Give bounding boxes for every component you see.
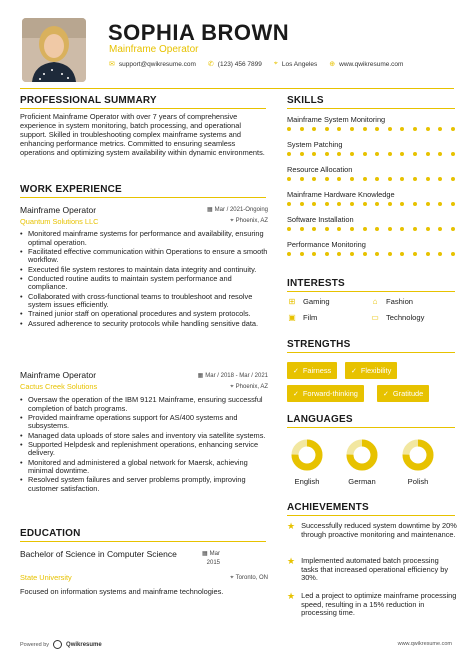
rating-dot (337, 127, 341, 131)
education-note: Focused on information systems and mainframe technologies. (20, 587, 224, 596)
rating-dot (325, 202, 329, 206)
thumbs-up-icon: ✓ (383, 391, 389, 398)
education-location-text: Toronto, ON (235, 575, 268, 581)
interest-technology (370, 313, 424, 322)
job-1-dates (186, 206, 268, 213)
email-contact[interactable] (109, 60, 196, 68)
strength-tag (377, 385, 429, 402)
rating-dot (451, 127, 455, 131)
skill-rating (287, 152, 455, 156)
rating-dot (312, 252, 316, 256)
skill-label: Resource Allocation (287, 165, 353, 174)
language-item (398, 438, 438, 486)
skill-item (287, 215, 455, 231)
skills-divider (287, 108, 455, 109)
list-item: • Executed file system restores to maintain data integrity and continuity. (20, 266, 268, 275)
rating-dot (426, 252, 430, 256)
laptop-icon: ▭ (371, 313, 379, 322)
education-month-text: Mar (209, 551, 220, 557)
interest-film (287, 313, 317, 322)
job-1-title: Mainframe Operator (20, 205, 97, 215)
rating-dot (400, 252, 404, 256)
rating-dot (413, 127, 417, 131)
language-level-ring (345, 438, 379, 472)
rating-dot (375, 152, 379, 156)
pin-icon: ⌖ (230, 218, 234, 224)
rating-dot (363, 177, 367, 181)
rating-dot (388, 152, 392, 156)
language-name: German (348, 477, 376, 486)
rating-dot (350, 227, 354, 231)
thumbs-up-icon: ✓ (293, 368, 299, 375)
phone-contact (208, 60, 262, 68)
rating-dot (413, 177, 417, 181)
rating-dot (287, 127, 291, 131)
languages-divider (287, 427, 455, 428)
rating-dot (400, 202, 404, 206)
list-item: • Resolved system failures and server problems promptly, improving customer satisfaction. (20, 476, 268, 493)
skill-label: Software Installation (287, 215, 354, 224)
rating-dot (325, 252, 329, 256)
rating-dot (350, 252, 354, 256)
job-1-location-text: Phoenix, AZ (235, 218, 268, 224)
footer-url[interactable]: www.qwikresume.com (397, 641, 452, 647)
rating-dot (438, 202, 442, 206)
rating-dot (451, 252, 455, 256)
website-contact[interactable] (329, 60, 403, 68)
job-1-bullets (20, 230, 268, 329)
envelope-icon: ✉ (109, 61, 115, 68)
calendar-icon: ▦ (206, 207, 213, 213)
rating-dot (413, 152, 417, 156)
film-icon: ▣ (288, 313, 296, 322)
achievements-divider (287, 515, 455, 516)
summary-divider (20, 108, 266, 109)
experience-heading: WORK EXPERIENCE (20, 184, 122, 195)
profile-photo (22, 18, 86, 82)
strengths-heading: STRENGTHS (287, 339, 351, 350)
rating-dot (400, 127, 404, 131)
hanger-icon: ⌂ (372, 297, 378, 306)
education-month (186, 550, 220, 557)
list-item: • Provided mainframe operations support for AS/400 systems and subsystems. (20, 414, 268, 431)
location-pin-icon: ⌖ (273, 60, 278, 67)
language-level-ring (401, 438, 435, 472)
rating-dot (350, 202, 354, 206)
rating-dot (287, 202, 291, 206)
rating-dot (375, 177, 379, 181)
thumbs-up-icon: ✓ (293, 391, 299, 398)
rating-dot (337, 177, 341, 181)
rating-dot (300, 252, 304, 256)
job-2-location (176, 384, 268, 391)
job-2-dates (176, 372, 268, 379)
rating-dot (337, 152, 341, 156)
education-year: 2015 (206, 560, 220, 566)
star-icon: ★ (287, 521, 296, 531)
language-name: Polish (407, 477, 429, 486)
skill-rating (287, 177, 455, 181)
rating-dot (337, 227, 341, 231)
strength-tag (287, 362, 337, 379)
list-item: • Oversaw the operation of the IBM 9121 Mainframe, ensuring successful completion of batch programs. (20, 396, 268, 413)
rating-dot (375, 127, 379, 131)
rating-dot (300, 177, 304, 181)
education-degree: Bachelor of Science in Computer Science (20, 549, 177, 559)
rating-dot (451, 152, 455, 156)
job-2-company: Cactus Creek Solutions (20, 382, 98, 391)
calendar-icon: ▦ (197, 373, 204, 379)
strength-label: Gratitude (392, 389, 424, 398)
rating-dot (350, 177, 354, 181)
rating-dot (300, 127, 304, 131)
skill-item (287, 190, 455, 206)
thumbs-up-icon: ✓ (351, 368, 357, 375)
achievement-text: Successfully reduced system downtime by 20% through proactive monitoring and maintenance. (301, 521, 457, 539)
website-text: www.qwikresume.com (339, 60, 404, 68)
list-item: • Managed data uploads of store sales and inventory via satellite systems. (20, 432, 268, 441)
rating-dot (400, 227, 404, 231)
rating-dot (287, 177, 291, 181)
rating-dot (287, 252, 291, 256)
star-icon: ★ (287, 591, 296, 601)
list-item: • Collaborated with cross-functional teams to troubleshoot and resolve system issues efficiently. (20, 293, 268, 310)
header-divider (20, 88, 454, 89)
skills-heading: SKILLS (287, 95, 324, 106)
phone-icon: ✆ (207, 61, 214, 68)
rating-dot (400, 177, 404, 181)
rating-dot (287, 152, 291, 156)
achievement-item (287, 522, 457, 539)
strengths-divider (287, 352, 455, 353)
achievement-item (287, 557, 457, 583)
rating-dot (337, 252, 341, 256)
rating-dot (300, 202, 304, 206)
skill-item (287, 240, 455, 256)
footer-powered-by (20, 640, 102, 649)
rating-dot (426, 227, 430, 231)
rating-dot (300, 152, 304, 156)
strength-label: Fairness (302, 366, 332, 375)
strength-tag (345, 362, 397, 379)
phone-text: (123) 456 7899 (217, 60, 262, 68)
candidate-title: Mainframe Operator (109, 44, 199, 55)
job-1-location (186, 218, 268, 225)
job-2-bullets (20, 396, 268, 494)
location-contact (274, 60, 317, 68)
education-heading: EDUCATION (20, 528, 81, 539)
interest-label: Gaming (303, 297, 330, 306)
rating-dot (350, 127, 354, 131)
rating-dot (363, 227, 367, 231)
list-item: • Supported Helpdesk and replenishment operations, enhancing service delivery. (20, 441, 268, 458)
interests-divider (287, 291, 455, 292)
rating-dot (388, 177, 392, 181)
location-text: Los Angeles (281, 60, 318, 68)
rating-dot (312, 152, 316, 156)
rating-dot (438, 252, 442, 256)
footer-brand[interactable]: Qwikresume (66, 641, 102, 648)
job-1-dates-text: Mar / 2021-Ongoing (214, 207, 268, 213)
skill-label: Performance Monitoring (287, 240, 366, 249)
rating-dot (388, 252, 392, 256)
rating-dot (426, 202, 430, 206)
languages-heading: LANGUAGES (287, 414, 353, 425)
education-school: State University (20, 573, 72, 582)
rating-dot (300, 227, 304, 231)
rating-dot (451, 202, 455, 206)
powered-by-text: Powered by (20, 641, 50, 648)
list-item: • Assured adherence to security protocols while handling sensitive data. (20, 320, 268, 329)
interest-label: Fashion (386, 297, 414, 306)
language-name: English (294, 477, 320, 486)
strength-label: Forward-thinking (302, 389, 358, 398)
rating-dot (388, 127, 392, 131)
rating-dot (312, 177, 316, 181)
interest-fashion (370, 297, 413, 306)
rating-dot (413, 252, 417, 256)
experience-divider (20, 197, 266, 198)
rating-dot (363, 202, 367, 206)
job-2-dates-text: Mar / 2018 - Mar / 2021 (205, 373, 268, 379)
rating-dot (325, 227, 329, 231)
rating-dot (438, 177, 442, 181)
interest-label: Technology (386, 313, 425, 322)
skill-rating (287, 127, 455, 131)
summary-text: Proficient Mainframe Operator with over 7 years of comprehensive experience in system monitoring, batch processing, and operational support. Skilled in troubleshooting complex mainframe systems and enhancing performance metrics. Committed to ensuring seamless operations and optimizing system availability within dynamic environments. (20, 112, 265, 157)
achievements-heading: ACHIEVEMENTS (287, 502, 369, 513)
rating-dot (400, 152, 404, 156)
rating-dot (325, 152, 329, 156)
strength-label: Flexibility (360, 366, 392, 375)
achievement-item (287, 592, 457, 618)
rating-dot (350, 152, 354, 156)
achievement-text: Implemented automated batch processing tasks that increased operational efficiency by 30%. (301, 556, 449, 583)
rating-dot (388, 202, 392, 206)
skill-rating (287, 227, 455, 231)
calendar-icon: ▦ (201, 551, 208, 557)
rating-dot (438, 227, 442, 231)
globe-icon: ⊕ (329, 61, 336, 68)
rating-dot (426, 127, 430, 131)
rating-dot (312, 202, 316, 206)
achievement-text: Led a project to optimize mainframe processing speed, resulting in a 15% reduction in processing time. (301, 591, 457, 618)
email-text: support@qwikresume.com (118, 60, 196, 68)
gamepad-icon: ⊞ (288, 297, 296, 306)
rating-dot (363, 252, 367, 256)
skill-item (287, 165, 455, 181)
rating-dot (413, 227, 417, 231)
star-icon: ★ (287, 556, 296, 566)
rating-dot (438, 152, 442, 156)
rating-dot (451, 177, 455, 181)
language-item (342, 438, 382, 486)
education-location (186, 575, 268, 582)
rating-dot (363, 152, 367, 156)
rating-dot (312, 227, 316, 231)
rating-dot (337, 202, 341, 206)
skill-item (287, 115, 455, 131)
contact-row (109, 60, 403, 68)
language-item (287, 438, 327, 486)
interest-gaming (287, 297, 330, 306)
pin-icon: ⌖ (230, 384, 234, 390)
list-item: • Monitored and administered a global network for Maersk, achieving minimal downtime. (20, 459, 268, 476)
skill-item (287, 140, 455, 156)
rating-dot (287, 227, 291, 231)
rating-dot (325, 127, 329, 131)
job-2-location-text: Phoenix, AZ (235, 384, 268, 390)
interest-label: Film (303, 313, 318, 322)
rating-dot (375, 252, 379, 256)
rating-dot (375, 202, 379, 206)
pin-icon: ⌖ (230, 575, 234, 581)
summary-heading: PROFESSIONAL SUMMARY (20, 95, 157, 106)
education-divider (20, 541, 266, 542)
rating-dot (375, 227, 379, 231)
list-item: • Facilitated effective communication within Operations to ensure a smooth workflow. (20, 248, 268, 265)
rating-dot (388, 227, 392, 231)
job-1-company: Quantum Solutions LLC (20, 217, 99, 226)
rating-dot (413, 202, 417, 206)
list-item: • Conducted routine audits to maintain system performance and compliance. (20, 275, 268, 292)
rating-dot (438, 127, 442, 131)
rating-dot (451, 227, 455, 231)
rating-dot (325, 177, 329, 181)
list-item: • Trained junior staff on operational procedures and system protocols. (20, 310, 268, 319)
rating-dot (363, 127, 367, 131)
interests-heading: INTERESTS (287, 278, 345, 289)
job-2-title: Mainframe Operator (20, 370, 97, 380)
skill-label: Mainframe Hardware Knowledge (287, 190, 395, 199)
skill-label: System Patching (287, 140, 343, 149)
skill-rating (287, 202, 455, 206)
language-level-ring (290, 438, 324, 472)
skill-label: Mainframe System Monitoring (287, 115, 386, 124)
skill-rating (287, 252, 455, 256)
list-item: • Monitored mainframe systems for performance and availability, ensuring optimal operation. (20, 230, 268, 247)
rating-dot (312, 127, 316, 131)
rating-dot (426, 177, 430, 181)
qwikresume-logo-icon (53, 640, 62, 649)
strength-tag (287, 385, 364, 402)
candidate-name: SOPHIA BROWN (108, 20, 290, 45)
rating-dot (426, 152, 430, 156)
